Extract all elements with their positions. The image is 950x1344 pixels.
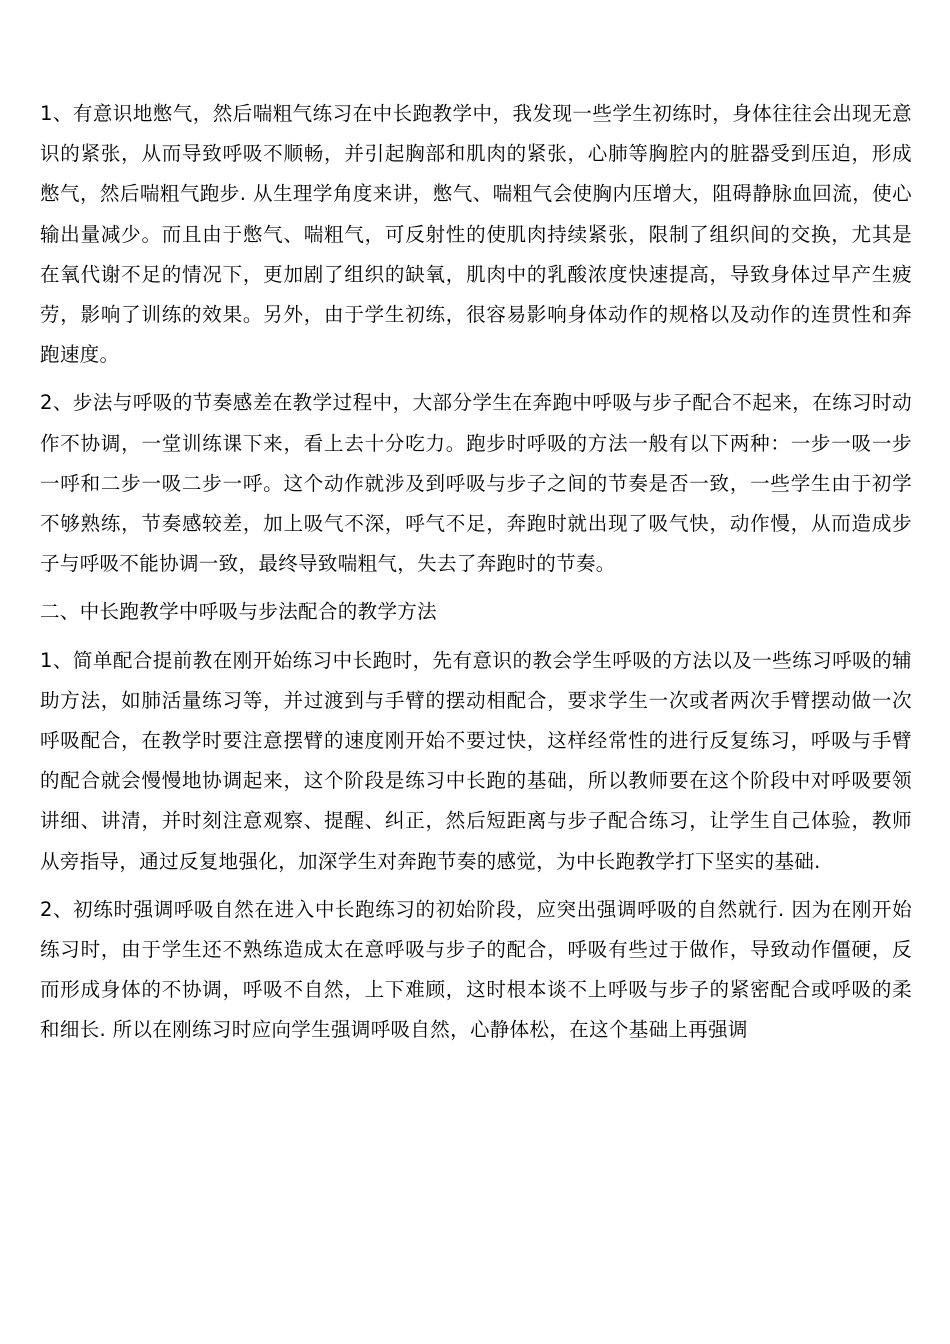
paragraph-2: 2、步法与呼吸的节奏感差在教学过程中，大部分学生在奔跑中呼吸与步子配合不起来，在练习时动作不协调，一堂训练课下来，看上去十分吃力。跑步时呼吸的方法一般有以下两种：一步一吸一步一呼和二步一吸二步一呼。这个动作就涉及到呼吸与步子之间的节奏是否一致，一些学生由于初学不够熟练，节奏感较差，加上吸气不深，呼气不足，奔跑时就出现了吸气快，动作慢，从而造成步子与呼吸不能协调一致，最终导致喘粗气，失去了奔跑时的节奏。: [40, 391, 912, 576]
document-body: [40, 94, 912, 1059]
paragraph-1: 1、有意识地憋气，然后喘粗气练习在中长跑教学中，我发现一些学生初练时，身体往往会出现无意识的紧张，从而导致呼吸不顺畅，并引起胸部和肌肉的紧张，心肺等胸腔内的脏器受到压迫，形成憋气，然后喘粗气跑步. 从生理学角度来讲，憋气、喘粗气会使胸内压增大，阻碍静脉血回流，使心输出量减少。而且由于憋气、喘粗气，可反射性的使肌肉持续紧张，限制了组织间的交换，尤其是在氧代谢不足的情况下，更加剧了组织的缺氧，肌肉中的乳酸浓度快速提高，导致身体过早产生疲劳，影响了训练的效果。另外，由于学生初练，很容易影响身体动作的规格以及动作的连贯性和奔跑速度。: [40, 102, 912, 367]
paragraph-4: 2、初练时强调呼吸自然在进入中长跑练习的初始阶段，应突出强调呼吸的自然就行. 因为在刚开始练习时，由于学生还不熟练造成太在意呼吸与步子的配合，呼吸有些过于做作，导致动作僵硬，反而形成身体的不协调，呼吸不自然，上下难顾，这时根本谈不上呼吸与步子的紧密配合或呼吸的柔和细长. 所以在刚练习时应向学生强调呼吸自然，心静体松，在这个基础上再强调: [40, 897, 912, 1042]
section-heading: 二、中长跑教学中呼吸与步法配合的教学方法: [40, 600, 438, 624]
paragraph-3: 1、简单配合提前教在刚开始练习中长跑时，先有意识的教会学生呼吸的方法以及一些练习呼吸的辅助方法，如肺活量练习等，并过渡到与手臂的摆动相配合，要求学生一次或者两次手臂摆动做一次呼吸配合，在教学时要注意摆臂的速度刚开始不要过快，这样经常性的进行反复练习，呼吸与手臂的配合就会慢慢地协调起来，这个阶段是练习中长跑的基础，所以教师要在这个阶段中对呼吸要领讲细、讲清，并时刻注意观察、提醒、纠正，然后短距离与步子配合练习，让学生自己体验，教师从旁指导，通过反复地强化，加深学生对奔跑节奏的感觉，为中长跑教学打下坚实的基础.: [40, 648, 912, 873]
